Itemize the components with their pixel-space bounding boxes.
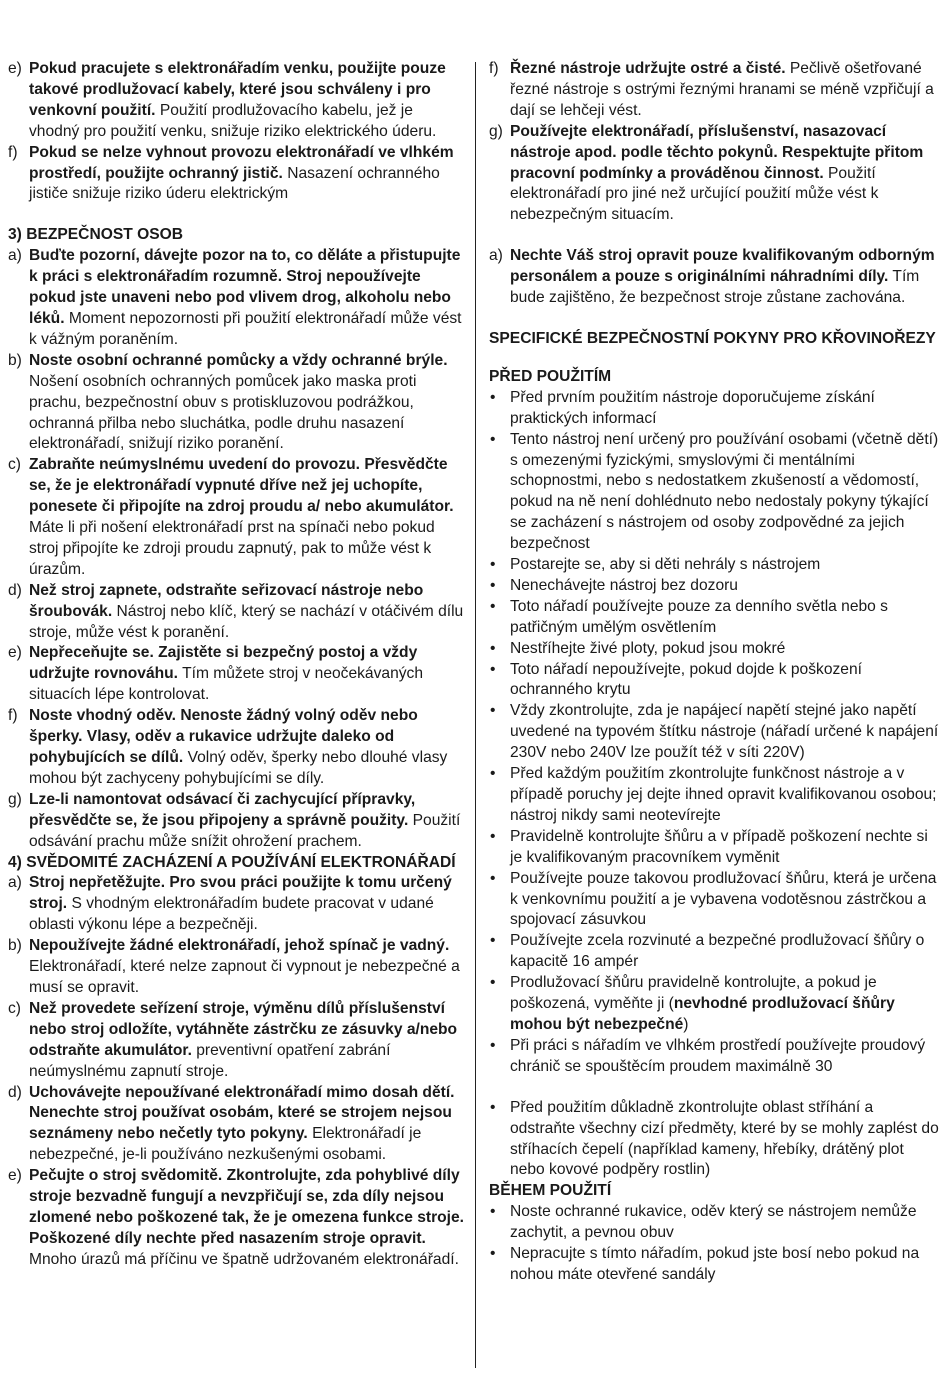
rule-text: Použití prodlužovacího kabelu, jež je vhodný pro použití venku, snižuje riziko elektrického úderu. <box>29 101 437 140</box>
rule-text: S vhodným elektronářadím budete pracovat v udané oblasti výkonu lépe a bezpečněji. <box>29 895 434 934</box>
rule-bold: Nepřeceňujte se. Zajistěte si bezpečný postoj a vždy udržujte rovnováhu. <box>29 644 418 683</box>
list-item: • Tento nástroj není určený pro používání osobami (včetně dětí) s omezenými fyzickými, smyslovými či mentálními schopnostmi, nebo s nedostatkem zkušeností a vědomostí, pokud na ně není dohlédnuto nebo nedostaly pokyny týkající se zacházení s nástrojem od osoby zodpovědné za jejich bezpečnost <box>490 430 939 553</box>
list-item: • Noste ochranné rukavice, oděv který se nástrojem nemůže zachytit, a pevnou obuv <box>490 1203 917 1242</box>
list-item: • Toto nářadí nepoužívejte, pokud dojde k poškození ochranného krytu <box>490 660 862 699</box>
rule-text: Pečlivě ošetřované řezné nástroje s ostrými řeznými hranami se méně vzpřičují a dají se lehčeji vést. <box>510 60 934 119</box>
rule-text: preventivní opatření zabrání neúmyslnému zapnutí stroje. <box>29 1041 391 1080</box>
rule-a-no-overload: a) Stroj nepřetěžujte. Pro svou práci použijte k tomu určený stroj. S vhodným elektronářadím budete pracovat v udané oblasti výkonu lépe a bezpečněji. <box>8 874 452 934</box>
rule-g-dust-extraction: g) Lze-li namontovat odsávací či zachycující přípravky, přesvědčte se, že jsou připojeny a správně použity. Použití odsávání prachu může snížit ohrožení prachem. <box>8 790 461 850</box>
rule-e-stance: e) Nepřeceňujte se. Zajistěte si bezpečný postoj a vždy udržujte rovnováhu. Tím můžete stroj v neočekávaných situacích lépe kontrolovat. <box>8 644 424 704</box>
rule-e-outdoor-cables: e) Pokud pracujete s elektronářadím venku, použijte pouze takové prodlužovací kabely, které jsou schváleny i pro venkovní použití. Použití prodlužovacího kabelu, jež je vhodný pro použití venku, snižuje riziko elektrického úderu. <box>8 60 446 140</box>
rule-f-cutting-tools: f) Řezné nástroje udržujte ostré a čisté. Pečlivě ošetřované řezné nástroje s ostrými řeznými hranami se méně vzpřičují a dají se lehčeji vést. <box>489 60 934 119</box>
rule-text: Nástroj nebo klíč, který se nachází v otáčivém dílu stroje, může vést k poranění. <box>29 602 464 641</box>
list-item: • Před každým použitím zkontrolujte funkčnost nástroje a v případě poruchy jej dejte ihned opravit kvalifikovanou osobou; nástroj nikdy sami neotevírejte <box>490 765 937 824</box>
list-item: • Používejte pouze takovou prodlužovací šňůru, která je určena k venkovnímu použití a je vybavena vodotěsnou zástrčkou a spojovací zásuvkou <box>490 869 937 929</box>
list-item: • Nenechávejte nástroj bez dozoru <box>490 576 738 594</box>
rule-bold: Nepoužívejte žádné elektronářadí, jehož spínač je vadný. <box>29 937 450 955</box>
rule-text: Elektronářadí je nebezpečné, je-li používáno nezkušenými osobami. <box>29 1125 422 1164</box>
rule-a-service: a) Nechte Váš stroj opravit pouze kvalifikovaným odborným personálem a pouze s originálními náhradními díly. Tím bude zajištěno, že bezpečnost stroje zůstane zachována. <box>489 247 935 307</box>
list-item: • Vždy zkontrolujte, zda je napájecí napětí stejné jako napětí uvedené na typovém štítku nástroje (nářadí určené k napájení 230V nebo 240V lze použít též v síti 220V) <box>490 702 939 762</box>
rule-text: Moment nepozornosti při použití elektronářadí může vést k vážným poraněním. <box>29 309 462 348</box>
rule-f-clothing: f) Noste vhodný oděv. Nenoste žádný volný oděv nebo šperky. Vlasy, oděv a rukavice udržujte daleko od pohybujících se dílů. Volný oděv, šperky nebo dlouhé vlasy mohou být zachyceny pohybujícími se díly. <box>8 707 448 787</box>
rule-g-follow-instructions: g) Používejte elektronářadí, příslušenství, nasazovací nástroje apod. podle těchto pokynů. Respektujte přitom pracovní podmínky a prováděnou činnost. Použití elektronářadí pro jiné než určující použití může vést k nebezpečným situacím. <box>489 122 924 224</box>
rule-bold: Pokud se nelze vyhnout provozu elektronářadí ve vlhkém prostředí, použijte ochranný jistič. <box>29 143 454 182</box>
section-4-heading: 4) SVĚDOMITÉ ZACHÁZENÍ A POUŽÍVÁNÍ ELEKTRONÁŘADÍ <box>8 853 456 871</box>
rule-bold: Než stroj zapnete, odstraňte seřizovací nástroje nebo šroubovák. <box>29 581 424 620</box>
rule-text: Nošení osobních ochranných pomůcek jako maska proti prachu, bezpečnostní obuv s protiskluzovou podrážkou, ochranná přilba nebo sluchátka, podle druhu nasazení elektronářadí, snižují riziko poranění. <box>29 372 417 453</box>
list-item: • Toto nářadí používejte pouze za denního světla nebo s patřičným umělým osvětlením <box>490 597 888 636</box>
rule-text: Použití odsávání prachu může snížit ohrožení prachem. <box>29 811 461 850</box>
rule-d-children: d) Uchovávejte nepoužívané elektronářadí mimo dosah dětí. Nenechte stroj používat osobám, které se strojem nejsou seznámeny nebo nečetly tyto pokyny. Elektronářadí je nebezpečné, je-li používáno nezkušenými osobami. <box>8 1083 455 1164</box>
rule-text: Použití elektronářadí pro jiné než určující použití může vést k nebezpečným situacím. <box>510 164 879 224</box>
rule-c-unintended-start: c) Zabraňte neúmyslnému uvedení do provozu. Přesvědčte se, že je elektronářadí vypnuté dříve než jej uchopíte, ponesete či připojíte na zdroj proudu a/ nebo akumulátor. Máte li při nošení elektronářadí prst na spínači nebo pokud stroj připojíte ke zdroji proudu zapnutý, pak to může vést k úrazům. <box>8 456 454 578</box>
rule-bold: Než provedete seřízení stroje, výměnu dílů příslušenství nebo stroj odložíte, vytáhněte zástrčku ze zásuvky a/nebo odstraňte akumulátor. <box>29 999 458 1059</box>
right-column <box>489 59 941 1286</box>
rule-text: Tím bude zajištěno, že bezpečnost stroje zůstane zachována. <box>510 268 920 307</box>
rule-bold: Noste vhodný oděv. Nenoste žádný volný oděv nebo šperky. Vlasy, oděv a rukavice udržujte daleko od pohybujících se dílů. <box>29 707 418 766</box>
rule-f-residual-current: f) Pokud se nelze vyhnout provozu elektronářadí ve vlhkém prostředí, použijte ochranný jistič. Nasazení ochranného jističe snižuje riziko úderu elektrickým <box>8 143 454 203</box>
section-3-heading: 3) BEZPEČNOST OSOB <box>8 226 184 244</box>
rule-bold: Pečujte o stroj svědomitě. Zkontrolujte, zda pohyblivé díly stroje bezvadně fungují a nevzpřičují se, zda díly nejsou zlomené nebo poškozené tak, že je omezena funkce stroje. Poškozené díly nechte před nasazením stroje opravit. <box>29 1167 465 1247</box>
list-item: • Nepracujte s tímto nářadím, pokud jste bosí nebo pokud na nohou máte otevřené sandály <box>490 1245 920 1283</box>
rule-bold: Noste osobní ochranné pomůcky a vždy ochranné brýle. <box>29 351 448 369</box>
list-item: • Používejte zcela rozvinuté a bezpečné prodlužovací šňůry o kapacitě 16 ampér <box>490 932 925 971</box>
rule-text: Mnoho úrazů má příčinu ve špatně udržovaném elektronářadí. <box>29 1250 459 1268</box>
specific-safety-heading: SPECIFICKÉ BEZPEČNOSTNÍ POKYNY PRO KŘOVINOŘEZY <box>489 329 936 347</box>
left-column <box>8 59 466 1271</box>
rule-e-maintenance: e) Pečujte o stroj svědomitě. Zkontrolujte, zda pohyblivé díly stroje bezvadně fungují a nevzpřičují se, zda díly nejsou zlomené nebo poškozené tak, že je omezena funkce stroje. Poškozené díly nechte před nasazením stroje opravit. Mnoho úrazů má příčinu ve špatně udržovaném elektronářadí. <box>8 1167 465 1268</box>
rule-d-remove-tools: d) Než stroj zapnete, odstraňte seřizovací nástroje nebo šroubovák. Nástroj nebo klíč, který se nachází v otáčivém dílu stroje, může vést k poranění. <box>8 581 464 641</box>
rule-text: Volný oděv, šperky nebo dlouhé vlasy mohou být zachyceny pohybujícími se díly. <box>29 749 448 787</box>
rule-bold: Řezné nástroje udržujte ostré a čisté. <box>510 60 786 77</box>
list-item: • Při práci s nářadím ve vlhkém prostředí používejte proudový chránič se spouštěcím proudem maximálně 30 <box>490 1036 926 1075</box>
rule-text: Nasazení ochranného jističe snižuje riziko úderu elektrickým <box>29 164 440 203</box>
list-item: • Před prvním použitím nástroje doporučujeme získání praktických informací <box>490 388 875 427</box>
before-use-list <box>489 388 941 973</box>
before-use-heading: PŘED POUŽITÍM <box>489 367 612 385</box>
list-item: • Před použitím důkladně zkontrolujte oblast stříhání a odstraňte všechny cizí předměty, které by se mohly zaplést do stříhacích čepelí (například kameny, hřebíky, drátěný plot nebo kovové podpěry rostlin) <box>490 1098 939 1179</box>
rule-text: Tím můžete stroj v neočekávaných situacích lépe kontrolovat. <box>29 665 424 704</box>
rule-bold: Uchovávejte nepoužívané elektronářadí mimo dosah dětí. Nenechte stroj používat osobám, které se strojem nejsou seznámeny nebo nečetly tyto pokyny. <box>29 1083 455 1143</box>
rule-b-faulty-switch: b) Nepoužívejte žádné elektronářadí, jehož spínač je vadný. Elektronářadí, které nelze zapnout či vypnout je nebezpečné a musí se opravit. <box>8 937 460 996</box>
rule-bold: Buďte pozorní, dávejte pozor na to, co děláte a přistupujte k práci s elektronářadím rozumně. Stroj nepoužívejte pokud jste unaveni nebo pod vlivem drog, alkoholu nebo léků. <box>29 247 461 327</box>
rule-b-protective-equipment: b) Noste osobní ochranné pomůcky a vždy ochranné brýle. Nošení osobních ochranných pomůcek jako maska proti prachu, bezpečnostní obuv s protiskluzovou podrážkou, ochranná přilba nebo sluchátka, podle druhu nasazení elektronářadí, snižují riziko poranění. <box>8 351 448 453</box>
column-divider <box>475 62 476 1368</box>
rule-c-unplug: c) Než provedete seřízení stroje, výměnu dílů příslušenství nebo stroj odložíte, vytáhněte zástrčku ze zásuvky a/nebo odstraňte akumulátor. preventivní opatření zabrání neúmyslnému zapnutí stroje. <box>8 999 458 1080</box>
list-item: • Pravidelně kontrolujte šňůru a v případě poškození nechte si je kvalifikovaným pracovníkem vyměnit <box>490 827 928 866</box>
list-item: • Prodlužovací šňůru pravidelně kontrolujte, a pokud je poškozená, vyměňte ji (nevhodné prodlužovací šňůry mohou být nebezpečné) <box>490 974 895 1033</box>
rule-bold: Nechte Váš stroj opravit pouze kvalifikovaným odborným personálem a pouze s originálními náhradními díly. <box>510 247 935 286</box>
rule-text: Máte li při nošení elektronářadí prst na spínači nebo pokud stroj připojíte ke zdroji proudu zapnutý, pak to může vést k úrazům. <box>29 519 435 578</box>
rule-bold: Lze-li namontovat odsávací či zachycující přípravky, přesvědčte se, že jsou připojeny a správně použity. <box>29 790 416 829</box>
rule-text: Elektronářadí, které nelze zapnout či vypnout je nebezpečné a musí se opravit. <box>29 958 460 996</box>
list-item: • Nestříhejte živé ploty, pokud jsou mokré <box>490 639 786 657</box>
rule-bold: Používejte elektronářadí, příslušenství, nasazovací nástroje apod. podle těchto pokynů. Respektujte přitom pracovní podmínky a prováděnou činnost. <box>510 122 924 182</box>
list-item: • Postarejte se, aby si děti nehrály s nástrojem <box>490 556 821 574</box>
rule-bold: Stroj nepřetěžujte. Pro svou práci použijte k tomu určený stroj. <box>29 874 452 913</box>
rule-bold: Pokud pracujete s elektronářadím venku, použijte pouze takové prodlužovací kabely, které jsou schváleny i pro venkovní použití. <box>29 60 446 119</box>
rule-bold: Zabraňte neúmyslnému uvedení do provozu. Přesvědčte se, že je elektronářadí vypnuté dříve než jej uchopíte, ponesete či připojíte na zdroj proudu a/ nebo akumulátor. <box>29 456 454 516</box>
during-use-list <box>489 1202 941 1286</box>
rule-a-attention: a) Buďte pozorní, dávejte pozor na to, co děláte a přistupujte k práci s elektronářadím rozumně. Stroj nepoužívejte pokud jste unaveni nebo pod vlivem drog, alkoholu nebo léků. Moment nepozornosti při použití elektronářadí může vést k vážným poraněním. <box>8 247 462 348</box>
during-use-heading: BĚHEM POUŽITÍ <box>489 1182 612 1200</box>
